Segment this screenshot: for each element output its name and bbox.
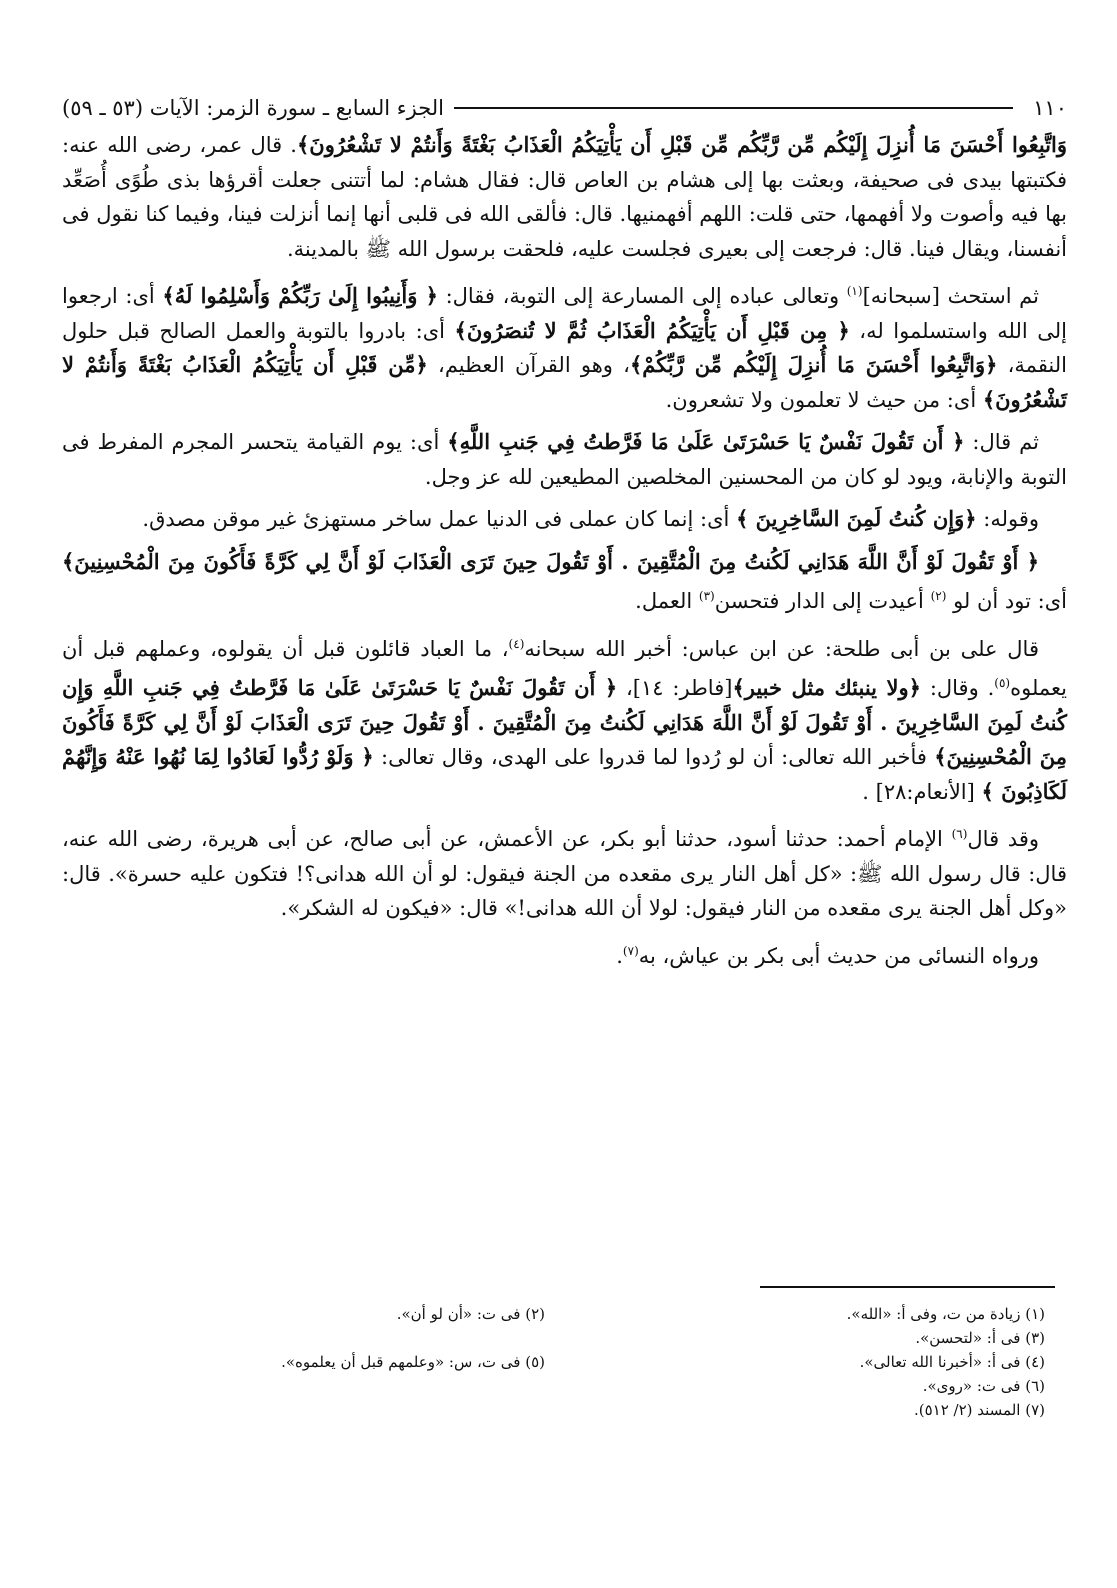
main-text (62, 128, 1067, 973)
footnote-ref: (٦) (951, 827, 968, 841)
text-run: أى: بادروا بالتوبة والعمل الصالح قبل حلول النقمة، (62, 318, 1068, 377)
footnote-row (145, 1326, 1045, 1350)
footnote-1: (١) زيادة من ت، وفى أ: «الله». (846, 1305, 1045, 1323)
paragraph-6 (62, 627, 1067, 810)
text-run: ثم استحث [سبحانه] (862, 284, 1039, 308)
footnote-4: (٤) فى أ: «أخبرنا الله تعالى». (859, 1353, 1045, 1371)
footnote-ref: (٤) (508, 636, 525, 651)
quran-verse: ﴿ أَن تَقُولَ نَفْسٌ يَا حَسْرَتَىٰ عَلَىٰ مَا فَرَّطتُ فِي جَنبِ اللَّهِ﴾ (447, 429, 965, 454)
text-run: ، وهو القرآن العظيم، (427, 353, 630, 377)
text-run: الإمام أحمد: حدثنا أسود، حدثنا أبو بكر، عن الأعمش، عن أبى صالح، عن أبى هريرة، رضى الله عنه، قال: قال رسول الله ﷺ: «كل أهل النار يرى مقعده من الجنة فيقول: لو أن الله هدانى؟! فتكون عليه حسرة». قال: «وكل أهل الجنة يرى مقعده من النار فيقول: لولا أن الله هدانى!» قال: «فيكون له الشكر». (62, 827, 1067, 920)
footnote-6: (٦) فى ت: «روى». (922, 1377, 1045, 1395)
footnote-ref: (٥) (994, 676, 1011, 690)
text-run: قال على بن أبى طلحة: عن ابن عباس: أخبر الله سبحانه (524, 636, 1039, 661)
footnote-ref: (٣) (698, 589, 715, 603)
footnote-row (145, 1398, 1045, 1422)
footnote-ref: (٢) (930, 589, 947, 603)
header-rule (454, 107, 1013, 109)
quran-verse: ﴿ مِن قَبْلِ أَن يَأْتِيَكُمُ الْعَذَابُ ثُمَّ لا تُنصَرُونَ﴾ (454, 317, 850, 343)
quran-verse: ﴿ أَن تَقُولَ نَفْسٌ يَا حَسْرَتَىٰ عَلَىٰ مَا فَرَّطتُ فِي جَنبِ اللَّهِ وَإِن كُنتُ لَمِنَ السَّاخِرِينَ . أَوْ تَقُولَ لَوْ أَنَّ اللَّهَ هَدَانِي لَكُنتُ مِنَ الْمُتَّقِينَ . أَوْ تَقُولَ حِينَ تَرَى الْعَذَابَ لَوْ أَنَّ لِي كَرَّةً فَأَكُونَ مِنَ الْمُحْسِنِينَ﴾ (62, 675, 1068, 769)
quran-verse: ﴿مِّن قَبْلِ أَن يَأْتِيَكُمُ الْعَذَابُ بَغْتَةً وَأَنتُمْ لا تَشْعُرُونَ﴾ (62, 352, 1067, 412)
text-run: ، ما العباد قائلون قبل أن يقولوه، وعملهم قبل أن يعملوه (62, 636, 1068, 700)
text-run: فأخبر الله تعالى: أن لو رُدوا لما قدروا على الهدى، وقال تعالى: (373, 745, 935, 769)
quran-verse: ﴿ وَلَوْ رُدُّوا لَعَادُوا لِمَا نُهُوا عَنْهُ وَإِنَّهُمْ لَكَاذِبُونَ ﴾ (62, 744, 1067, 804)
footnote-ref: (١) (846, 284, 863, 298)
text-run: [الأنعام:٢٨] . (862, 779, 982, 804)
quran-verse: وَاتَّبِعُوا أَحْسَنَ مَا أُنزِلَ إِلَيْكُم مِّن رَّبِّكُم مِّن قَبْلِ أَن يَأْتِيَكُمُ الْعَذَابُ بَغْتَةً وَأَنتُمْ لا تَشْعُرُونَ﴾ (296, 132, 1068, 157)
text-run: أى: يوم القيامة يتحسر المجرم المفرط فى التوبة والإنابة، ويود لو كان من المحسنين المخلصين المطيعين لله عز وجل. (62, 430, 1067, 489)
text-run: . وقال: (920, 676, 995, 700)
footnote-7: (٧) المسند (٢/ ٥١٢). (913, 1401, 1045, 1419)
paragraph-text: . قال عمر، رضى الله عنه: فكتبتها بيدى فى صحيفة، وبعثت بها إلى هشام بن العاص قال: فقال هشام: لما أتتنى جعلت أقرؤها بذى طُوًى أُصَعِّد بها فيه وأصوت ولا أفهمها، حتى قلت: اللهم أفهمنيها. قال: فألقى الله فى قلبى أنها إنما أنزلت فينا، وفيما كنا نقول فى أنفسنا، ويقال فينا. قال: فرجعت إلى بعيرى فجلست عليه، فلحقت برسول الله ﷺ بالمدينة. (62, 133, 1067, 261)
paragraph-3 (62, 425, 1067, 494)
page-number: ١١٠ (1033, 96, 1067, 120)
text-run: [فاطر: ١٤]، (617, 676, 733, 700)
text-run: أى: من حيث لا تعلمون ولا تشعرون. (665, 387, 983, 412)
text-run: وقد قال (967, 827, 1040, 851)
footnote-row (145, 1350, 1045, 1374)
running-header (62, 88, 1067, 128)
text-run: وتعالى عباده إلى المسارعة إلى التوبة، فقال: (437, 284, 847, 308)
footnote-row (145, 1374, 1045, 1398)
page (62, 88, 1067, 981)
paragraph-4 (62, 502, 1067, 537)
quran-verse: ﴿وَاتَّبِعُوا أَحْسَنَ مَا أُنزِلَ إِلَيْكُم مِّن رَّبِّكُمْ﴾ (629, 352, 998, 377)
footnote-5: (٥) فى ت، س: «وعلمهم قبل أن يعلموه». (281, 1353, 545, 1371)
quran-verse: ﴿ أَوْ تَقُولَ لَوْ أَنَّ اللَّهَ هَدَانِي لَكُنتُ مِنَ الْمُتَّقِينَ . أَوْ تَقُولَ حِينَ تَرَى الْعَذَابَ لَوْ أَنَّ لِي كَرَّةً فَأَكُونَ مِنَ الْمُحْسِنِينَ﴾ (62, 548, 1039, 574)
text-run: العمل. (635, 589, 699, 613)
footnote-3: (٣) فى أ: «لتحسن». (915, 1329, 1045, 1347)
paragraph-7 (62, 817, 1067, 926)
footnote-ref: (٧) (622, 943, 639, 958)
text-run: وقوله: (976, 507, 1039, 531)
footnote-separator (760, 1286, 1055, 1288)
quran-verse: ﴿ وَأَنِيبُوا إِلَىٰ رَبِّكُمْ وَأَسْلِمُوا لَهُ﴾ (162, 283, 438, 308)
footnotes (145, 1302, 1045, 1422)
text-run: أى: إنما كان عملى فى الدنيا عمل ساخر مستهزئ غير موقن مصدق. (142, 507, 737, 531)
running-title: الجزء السابع ـ سورة الزمر: الآيات (٥٣ ـ ٥٩) (62, 96, 445, 120)
quran-verse: ﴿وَإِن كُنتُ لَمِنَ السَّاخِرِينَ ﴾ (736, 506, 977, 531)
quran-verse: ﴿ولا ينبئك مثل خبير﴾ (732, 675, 921, 700)
text-run: أى: ارجعوا إلى الله واستسلموا له، (62, 284, 1067, 343)
text-run: أى: تود أن لو (946, 589, 1067, 613)
text-run: ثم قال: (964, 430, 1039, 454)
paragraph-5 (62, 545, 1067, 619)
text-run: ورواه النسائى من حديث أبى بكر بن عياش، به (638, 943, 1039, 968)
paragraph-2 (62, 274, 1067, 417)
paragraph-8 (62, 934, 1067, 974)
text-run: أعيدت إلى الدار فتحسن (714, 589, 931, 613)
footnote-2: (٢) فى ت: «أن لو أن». (396, 1305, 545, 1323)
text-run: . (616, 943, 623, 968)
footnote-row (145, 1302, 1045, 1326)
paragraph-1 (62, 128, 1067, 266)
